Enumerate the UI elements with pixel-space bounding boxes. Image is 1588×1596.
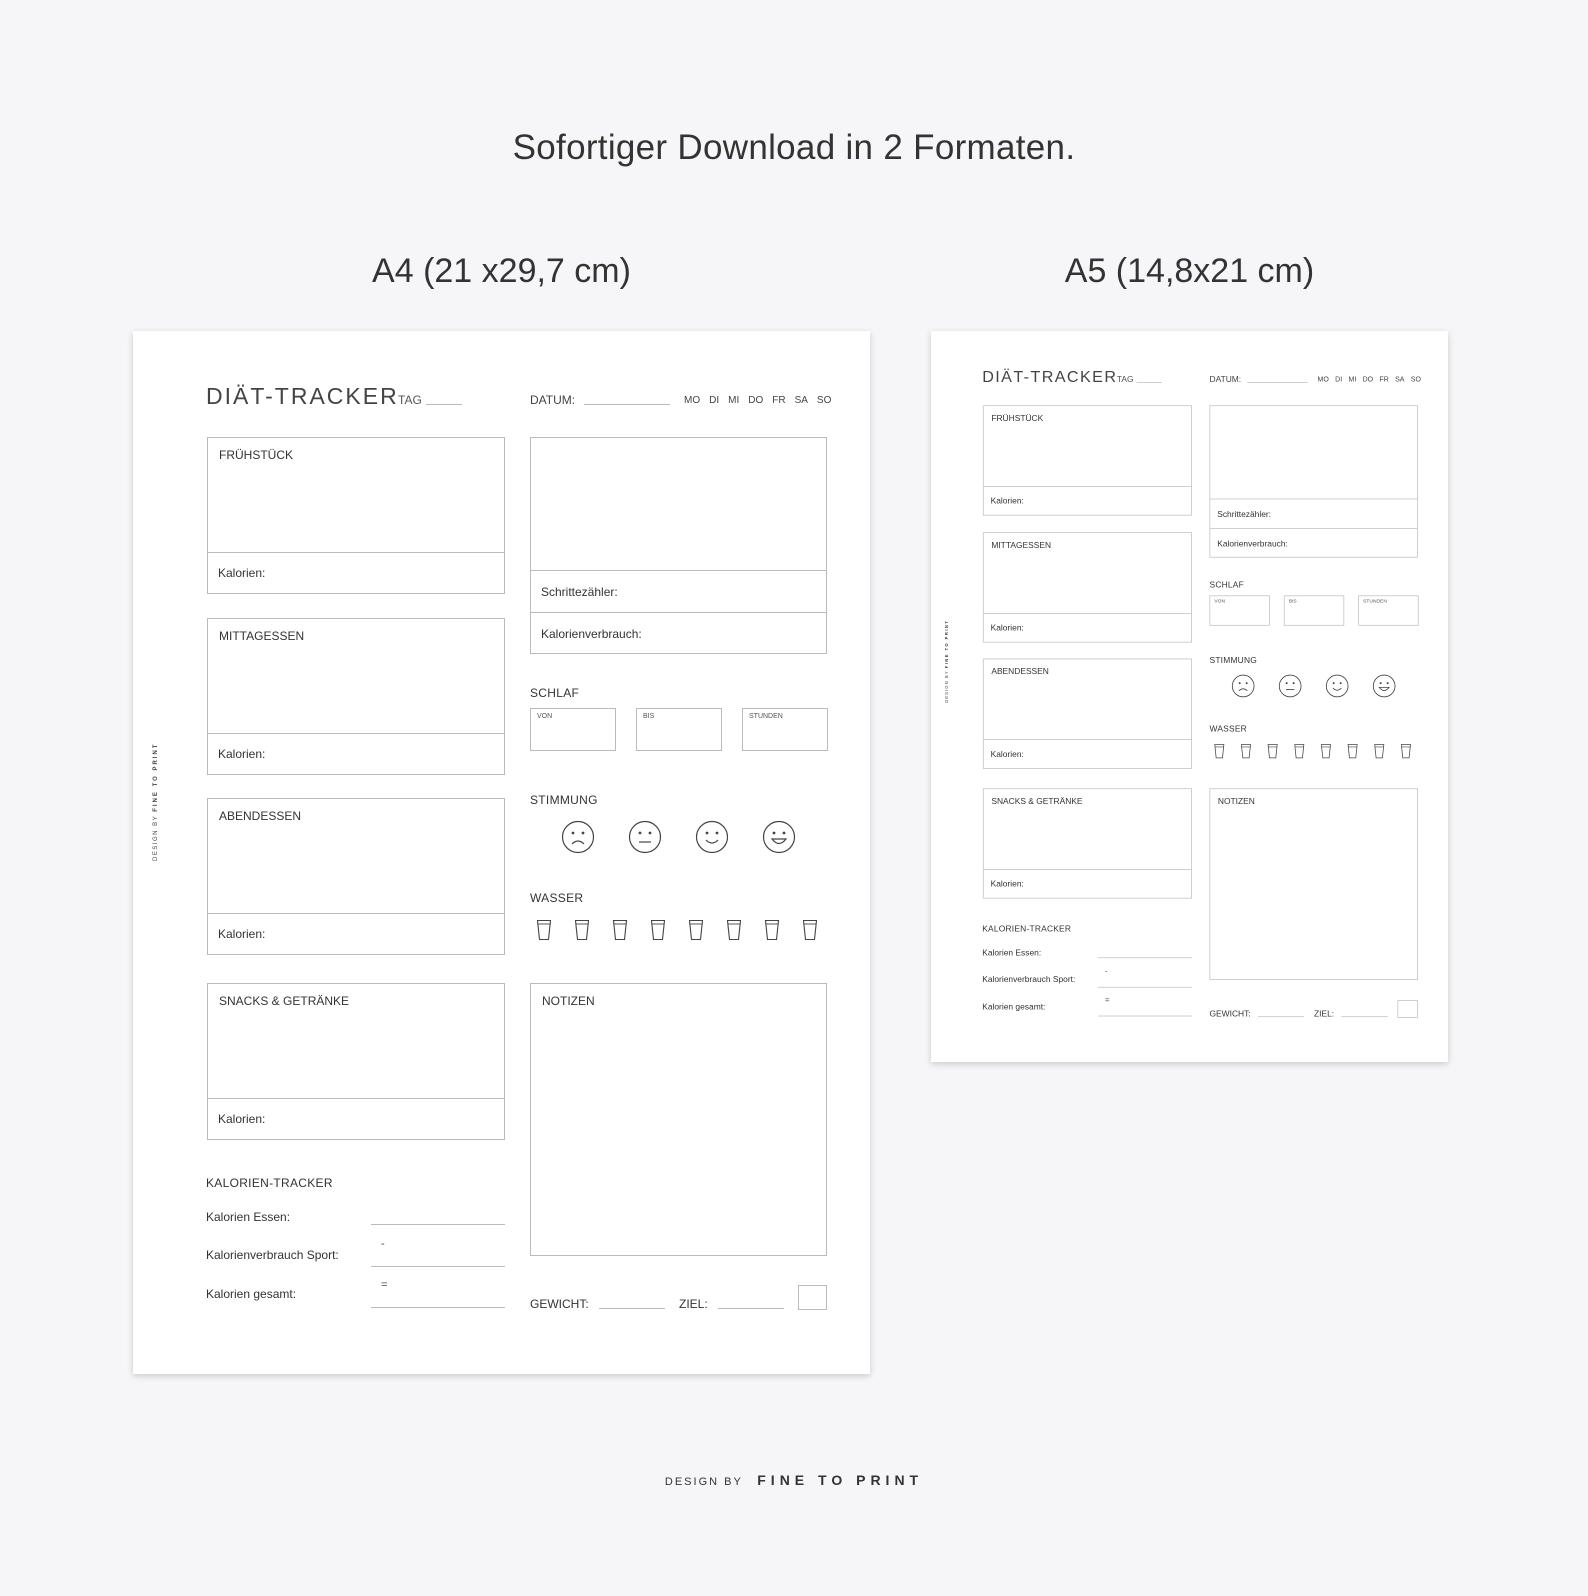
planner-sheet-a4 bbox=[133, 331, 870, 1374]
weekday: SA bbox=[1395, 375, 1405, 384]
notes-label: NOTIZEN bbox=[542, 994, 595, 1008]
sad-face-icon bbox=[561, 820, 595, 854]
weekday: FR bbox=[772, 395, 786, 406]
meal-calories-row bbox=[984, 613, 1192, 642]
weekday: FR bbox=[1379, 375, 1389, 384]
kt-row-label: Kalorienverbrauch Sport: bbox=[206, 1248, 339, 1262]
activity-box bbox=[1209, 405, 1417, 557]
water-cup-icon bbox=[1320, 743, 1331, 758]
kt-row-label: Kalorien Essen: bbox=[206, 1210, 291, 1224]
meal-calories-row bbox=[984, 739, 1192, 768]
sleep-to-label: BIS bbox=[1288, 598, 1297, 604]
kt-row-symbol: = bbox=[381, 1279, 388, 1291]
burn-row bbox=[531, 612, 826, 654]
happy-face-icon bbox=[762, 820, 796, 854]
calories-label: Kalorien: bbox=[218, 1112, 266, 1126]
weekday-row bbox=[684, 395, 831, 406]
sad-face-icon bbox=[1231, 674, 1255, 698]
datum-label: DATUM: bbox=[530, 393, 576, 407]
sleep-label: SCHLAF bbox=[1209, 580, 1244, 590]
goal-label: ZIEL: bbox=[679, 1297, 708, 1311]
meal-label: SNACKS & GETRÄNKE bbox=[991, 796, 1083, 806]
meal-calories-row bbox=[208, 552, 504, 593]
notes-label: NOTIZEN bbox=[1217, 796, 1255, 806]
calories-label: Kalorien: bbox=[218, 747, 266, 761]
side-credit-small: DESIGN BY bbox=[945, 670, 950, 703]
water-cup-icon bbox=[1374, 743, 1385, 758]
meal-box-snacks bbox=[983, 788, 1192, 898]
sleep-from-label: VON bbox=[537, 713, 553, 720]
kt-row-symbol: - bbox=[1104, 967, 1108, 976]
kt-field-line bbox=[371, 1266, 505, 1267]
meal-calories-row bbox=[208, 733, 504, 774]
water-cup-icon bbox=[1400, 743, 1411, 758]
water-cup-icon bbox=[612, 919, 628, 941]
weekday: SA bbox=[794, 395, 808, 406]
notes-box bbox=[1209, 788, 1417, 980]
kt-field-line bbox=[371, 1224, 505, 1225]
water-cup-icon bbox=[802, 919, 818, 941]
meal-box-dinner bbox=[207, 798, 505, 955]
steps-row bbox=[531, 570, 826, 612]
tracker-title: DIÄT-TRACKER bbox=[982, 367, 1118, 386]
water-cup-icon bbox=[726, 919, 742, 941]
kt-row-label: Kalorien Essen: bbox=[982, 947, 1042, 958]
headline: Sofortiger Download in 2 Formaten. bbox=[512, 128, 1076, 167]
weight-field-line bbox=[599, 1308, 665, 1309]
water-cup-icon bbox=[650, 919, 666, 941]
mood-label: STIMMUNG bbox=[1209, 655, 1258, 665]
meal-box-dinner bbox=[983, 659, 1192, 769]
datum-field-line bbox=[584, 404, 670, 405]
meal-label: ABENDESSEN bbox=[991, 666, 1049, 677]
sleep-to-box bbox=[1284, 595, 1344, 625]
calories-label: Kalorien: bbox=[218, 927, 266, 941]
burn-label: Kalorienverbrauch: bbox=[1217, 538, 1288, 549]
sleep-label: SCHLAF bbox=[530, 686, 580, 700]
steps-label: Schrittezähler: bbox=[541, 585, 618, 599]
weekday: SO bbox=[816, 395, 832, 406]
weight-label: GEWICHT: bbox=[530, 1297, 589, 1311]
weekday: MI bbox=[1348, 375, 1357, 384]
tag-label: TAG bbox=[1116, 374, 1134, 385]
meal-label: ABENDESSEN bbox=[219, 809, 302, 823]
kt-field-line bbox=[1098, 957, 1192, 958]
sleep-from-box bbox=[530, 708, 616, 751]
water-cup-icon bbox=[574, 919, 590, 941]
side-credit-brand: FINE TO PRINT bbox=[945, 619, 950, 669]
tracker-title: DIÄT-TRACKER bbox=[206, 383, 399, 409]
meal-calories-row bbox=[984, 869, 1192, 898]
sleep-hours-box bbox=[1358, 595, 1418, 625]
goal-checkbox bbox=[1397, 1000, 1417, 1018]
footer-brand: FINE TO PRINT bbox=[757, 1472, 924, 1488]
burn-row bbox=[1210, 528, 1417, 557]
side-credit-small: DESIGN BY bbox=[153, 814, 159, 861]
footer-credit bbox=[0, 1472, 1588, 1490]
water-cup-icon bbox=[1294, 743, 1305, 758]
calorie-tracker-label: KALORIEN-TRACKER bbox=[982, 923, 1072, 934]
burn-label: Kalorienverbrauch: bbox=[541, 627, 642, 641]
water-cup-icon bbox=[1214, 743, 1225, 758]
neutral-face-icon bbox=[1278, 674, 1302, 698]
water-cup-icon bbox=[764, 919, 780, 941]
water-label: WASSER bbox=[530, 891, 584, 905]
kt-field-line bbox=[1098, 1016, 1192, 1017]
meal-label: FRÜHSTÜCK bbox=[991, 413, 1044, 423]
kt-row-symbol: - bbox=[381, 1238, 385, 1250]
meal-label: FRÜHSTÜCK bbox=[219, 448, 293, 462]
water-cup-icon bbox=[1347, 743, 1358, 758]
water-cup-icon bbox=[688, 919, 704, 941]
diet-tracker-page bbox=[931, 331, 1448, 1062]
tag-field-line bbox=[426, 404, 462, 405]
sleep-hours-label: STUNDEN bbox=[1363, 598, 1387, 604]
goal-label: ZIEL: bbox=[1314, 1008, 1335, 1019]
footer-design-by: DESIGN BY bbox=[664, 1476, 743, 1488]
calories-label: Kalorien: bbox=[990, 622, 1024, 633]
side-credit-brand: FINE TO PRINT bbox=[153, 742, 159, 812]
mood-row bbox=[1231, 674, 1406, 699]
meal-calories-row bbox=[208, 1098, 504, 1139]
calories-label: Kalorien: bbox=[990, 749, 1024, 759]
sleep-hours-box bbox=[742, 708, 828, 751]
calorie-tracker-label: KALORIEN-TRACKER bbox=[206, 1176, 333, 1190]
water-cups-row bbox=[1214, 743, 1417, 760]
neutral-face-icon bbox=[628, 820, 662, 854]
sleep-to-label: BIS bbox=[643, 713, 655, 720]
meal-box-lunch bbox=[207, 618, 505, 775]
smile-face-icon bbox=[1325, 674, 1349, 698]
kt-field-line bbox=[371, 1307, 505, 1308]
goal-field-line bbox=[718, 1308, 784, 1309]
format-label-a5: A5 (14,8x21 cm) bbox=[1064, 252, 1315, 290]
sleep-from-box bbox=[1209, 595, 1269, 625]
sleep-hours-label: STUNDEN bbox=[749, 713, 783, 720]
calories-label: Kalorien: bbox=[218, 566, 266, 580]
weekday: DO bbox=[748, 395, 764, 406]
notes-box bbox=[530, 983, 827, 1256]
goal-checkbox bbox=[798, 1285, 827, 1310]
meal-label: MITTAGESSEN bbox=[219, 629, 305, 643]
activity-box bbox=[530, 437, 827, 654]
steps-row bbox=[1210, 499, 1417, 528]
kt-row-symbol: = bbox=[1104, 996, 1110, 1005]
planner-sheet-a5 bbox=[931, 331, 1448, 1062]
meal-box-breakfast bbox=[983, 405, 1192, 515]
sleep-to-box bbox=[636, 708, 722, 751]
goal-field-line bbox=[1341, 1016, 1387, 1017]
meal-box-snacks bbox=[207, 983, 505, 1140]
sleep-from-label: VON bbox=[1214, 598, 1226, 604]
weekday: MO bbox=[684, 395, 701, 406]
weekday: DI bbox=[709, 395, 720, 406]
mood-row bbox=[561, 820, 811, 856]
kt-field-line bbox=[1098, 987, 1192, 988]
format-label-a4: A4 (21 x29,7 cm) bbox=[372, 252, 631, 290]
meal-calories-row bbox=[984, 486, 1192, 515]
weekday: MO bbox=[1317, 375, 1329, 384]
smile-face-icon bbox=[695, 820, 729, 854]
tag-field-line bbox=[1137, 382, 1162, 383]
kt-row-label: Kalorien gesamt: bbox=[982, 1001, 1046, 1012]
steps-label: Schrittezähler: bbox=[1217, 509, 1272, 520]
weight-field-line bbox=[1258, 1016, 1304, 1017]
happy-face-icon bbox=[1372, 674, 1396, 698]
water-cup-icon bbox=[1240, 743, 1251, 758]
meal-box-lunch bbox=[983, 532, 1192, 642]
water-cups-row bbox=[536, 919, 826, 943]
calories-label: Kalorien: bbox=[990, 878, 1024, 889]
diet-tracker-page bbox=[133, 331, 870, 1374]
kt-row-label: Kalorien gesamt: bbox=[206, 1287, 297, 1301]
weight-label: GEWICHT: bbox=[1209, 1008, 1251, 1019]
meal-label: MITTAGESSEN bbox=[991, 540, 1052, 550]
datum-field-line bbox=[1247, 382, 1307, 383]
meal-box-breakfast bbox=[207, 437, 505, 594]
side-credit bbox=[153, 743, 159, 861]
weekday: MI bbox=[728, 395, 740, 406]
water-label: WASSER bbox=[1209, 723, 1247, 734]
meal-calories-row bbox=[208, 913, 504, 954]
weekday: DI bbox=[1335, 375, 1343, 384]
weekday-row bbox=[1318, 376, 1421, 384]
calories-label: Kalorien: bbox=[990, 495, 1024, 506]
weekday: SO bbox=[1410, 375, 1421, 384]
weekday: DO bbox=[1362, 375, 1374, 384]
side-credit bbox=[945, 620, 949, 703]
mood-label: STIMMUNG bbox=[530, 793, 598, 807]
water-cup-icon bbox=[1267, 743, 1278, 758]
datum-label: DATUM: bbox=[1209, 374, 1242, 385]
meal-label: SNACKS & GETRÄNKE bbox=[219, 994, 350, 1008]
kt-row-label: Kalorienverbrauch Sport: bbox=[982, 974, 1076, 985]
tag-label: TAG bbox=[398, 393, 422, 407]
water-cup-icon bbox=[536, 919, 552, 941]
